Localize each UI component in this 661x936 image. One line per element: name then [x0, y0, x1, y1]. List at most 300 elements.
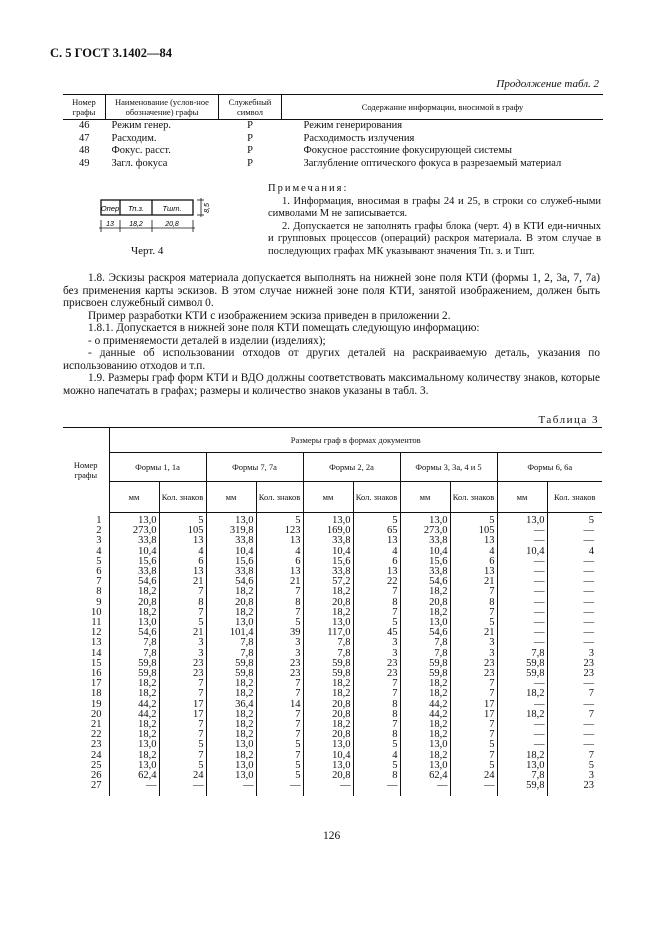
t3-cell-count: —	[547, 740, 602, 750]
t3-cell-mm: —	[400, 781, 450, 791]
t3-cell-mm: —	[497, 567, 547, 577]
t3-cell-mm: 33,8	[303, 536, 353, 546]
page-header: С. 5 ГОСТ 3.1402—84	[50, 46, 173, 60]
t3-tail-cell	[497, 791, 547, 796]
t3-cell-count: 7	[450, 587, 497, 597]
t3-cell-count: 23	[547, 659, 602, 669]
t3-cell-count: 45	[353, 628, 400, 638]
t3-cell-count: 21	[450, 628, 497, 638]
t3-cell-count: 6	[450, 557, 497, 567]
t3-cell-number: 22	[91, 729, 102, 741]
t3-cell-count: 23	[450, 669, 497, 679]
notes-title: Примечания:	[268, 183, 349, 194]
t2-cell-content: Заглубление оптического фокуса в разрезаемый материал	[303, 157, 562, 169]
t3-cell-mm: 7,8	[303, 638, 353, 648]
t3-tail-cell	[353, 791, 400, 796]
t3-cell-count: 21	[450, 577, 497, 587]
t3-cell-count: 7	[450, 730, 497, 740]
t3-cell-mm: 7,8	[109, 638, 159, 648]
paragraph-1-8-1: 1.8.1. Допускается в нижней зоне поля КТИ помещать следующую информацию:	[88, 322, 480, 334]
t3-cell-mm: 13,0	[109, 513, 159, 527]
t3-cell-mm: 13,0	[497, 513, 547, 527]
t3-cell-count: 7	[159, 679, 206, 689]
t3-cell-count: 5	[353, 740, 400, 750]
t3-cell-count: 5	[256, 761, 303, 771]
t2-cell-symbol: Р	[247, 157, 253, 169]
t3-cell-mm: 36,4	[206, 700, 256, 710]
t3-cell-number: 26	[91, 770, 102, 782]
t3-header-number: Номер графы	[63, 428, 109, 513]
t3-cell-mm: 20,8	[206, 598, 256, 608]
t3-cell-mm: —	[497, 628, 547, 638]
t3-cell-count: 23	[256, 669, 303, 679]
t2-cell-symbol: Р	[247, 132, 253, 144]
t3-cell-mm: 59,8	[400, 669, 450, 679]
t3-cell-mm: —	[497, 587, 547, 597]
note-2: 2. Допускается не заполнять графы блока (черт. 4) в КТИ еди-ничных и групповых процессов (операций) раскроя материала. В этом случае в последующих графах МК указывают значения Тп. з. и Тшт.	[268, 220, 601, 257]
t3-cell-mm: —	[497, 679, 547, 689]
t3-cell-mm: 59,8	[206, 669, 256, 679]
t3-cell-mm: 54,6	[400, 577, 450, 587]
t3-cell-count: 7	[159, 587, 206, 597]
t3-cell-mm: 20,8	[303, 771, 353, 781]
t3-sub-mm: мм	[400, 482, 450, 513]
fig-dim-18-2: 18,2	[129, 221, 143, 228]
t3-cell-count: 17	[159, 700, 206, 710]
t3-cell-mm: 18,2	[497, 689, 547, 699]
t2-cell-content: Режим генерирования	[303, 120, 403, 131]
t3-cell-mm: 57,2	[303, 577, 353, 587]
t3-cell-count: 5	[353, 513, 400, 527]
figure-4	[95, 194, 215, 243]
t3-cell-count: 23	[159, 669, 206, 679]
t3-row	[63, 771, 602, 781]
t3-cell-mm: 13,0	[400, 740, 450, 750]
t3-cell-count: 5	[353, 618, 400, 628]
t2-cell-name: Фокус. расст.	[111, 145, 171, 156]
t3-tail-cell	[400, 791, 450, 796]
t3-cell-number: 19	[91, 698, 102, 710]
t3-cell-count: 5	[256, 618, 303, 628]
t3-cell-mm: 7,8	[497, 649, 547, 659]
t3-cell-mm: 20,8	[400, 598, 450, 608]
t3-cell-mm: 59,8	[497, 781, 547, 791]
t3-cell-mm: 18,2	[400, 751, 450, 761]
table3-caption: Таблица 3	[538, 414, 599, 426]
t3-cell-mm: 18,2	[109, 679, 159, 689]
fig-dim-8-5: 8,5	[204, 203, 211, 213]
t3-cell-mm: 15,6	[400, 557, 450, 567]
table-2	[63, 94, 603, 170]
t3-cell-mm: 18,2	[400, 608, 450, 618]
t3-cell-mm: 13,0	[206, 771, 256, 781]
t3-cell-count: 5	[547, 513, 602, 527]
t3-sub-mm: мм	[206, 482, 256, 513]
paragraph-item-2: - данные об использовании отходов от других деталей на раскраиваемую деталь, указания по использованию отходов и т.п.	[63, 347, 600, 372]
t2-row	[63, 133, 603, 146]
t3-cell-count: —	[547, 628, 602, 638]
t2-cell-number: 46	[79, 120, 90, 131]
t3-cell-count: 7	[450, 679, 497, 689]
t3-cell-mm: 10,4	[109, 547, 159, 557]
fig-label-oper: Опер	[100, 204, 120, 213]
t3-header-group: Размеры граф в формах документов	[109, 428, 602, 453]
t3-cell-count: 4	[353, 751, 400, 761]
t3-cell-count: 13	[159, 536, 206, 546]
t3-cell-count: 105	[450, 526, 497, 536]
t3-cell-count: 7	[159, 689, 206, 699]
t3-sub-mm: мм	[303, 482, 353, 513]
t3-cell-number: 12	[91, 627, 102, 639]
t3-sub-mm: мм	[109, 482, 159, 513]
t3-cell-mm: 18,2	[206, 720, 256, 730]
t3-cell-count: 3	[353, 649, 400, 659]
t3-cell-count: 7	[353, 608, 400, 618]
t3-cell-count: 13	[159, 567, 206, 577]
t3-cell-count: 105	[159, 526, 206, 536]
t3-form-header: Формы 6, 6а	[497, 453, 602, 482]
t3-cell-count: —	[547, 730, 602, 740]
t2-header-content: Содержание информации, вносимой в графу	[282, 95, 604, 120]
block-drawing	[95, 194, 215, 238]
t3-cell-mm: 18,2	[303, 587, 353, 597]
t3-cell-count: —	[547, 608, 602, 618]
t3-cell-mm: 18,2	[206, 608, 256, 618]
t2-body	[63, 120, 603, 171]
t3-cell-mm: 44,2	[400, 700, 450, 710]
t3-cell-count: 7	[159, 720, 206, 730]
t3-cell-mm: 15,6	[206, 557, 256, 567]
t3-cell-mm: 18,2	[206, 587, 256, 597]
t2-row	[63, 120, 603, 133]
t2-header-symbol: Служебный символ	[219, 95, 282, 120]
t3-cell-number: 1	[96, 514, 102, 526]
t3-cell-count: 13	[353, 567, 400, 577]
t3-body	[63, 513, 602, 797]
t3-cell-count: 7	[256, 710, 303, 720]
t3-cell-mm: 7,8	[206, 649, 256, 659]
t3-cell-mm: 33,8	[206, 536, 256, 546]
t3-cell-count: 7	[353, 679, 400, 689]
t3-cell-count: 8	[450, 598, 497, 608]
t3-sub-count: Кол. знаков	[450, 482, 497, 513]
t3-cell-mm: 59,8	[497, 659, 547, 669]
t3-cell-count: —	[547, 567, 602, 577]
t3-cell-count: 17	[450, 710, 497, 720]
t3-cell-mm: 13,0	[303, 761, 353, 771]
t3-cell-count: 3	[547, 771, 602, 781]
t3-cell-count: 21	[159, 577, 206, 587]
t3-cell-count: 5	[256, 771, 303, 781]
t3-cell-mm: 33,8	[109, 567, 159, 577]
t3-cell-count: 5	[450, 761, 497, 771]
t3-cell-count: 5	[256, 740, 303, 750]
t3-cell-count: 4	[256, 547, 303, 557]
t3-cell-mm: —	[206, 781, 256, 791]
t3-cell-count: 8	[353, 730, 400, 740]
t3-cell-mm: 20,8	[303, 730, 353, 740]
t3-cell-count: 13	[450, 567, 497, 577]
t3-cell-count: 3	[256, 649, 303, 659]
t2-cell-number: 47	[79, 132, 90, 144]
t3-cell-count: 7	[353, 587, 400, 597]
t3-sub-count: Кол. знаков	[256, 482, 303, 513]
t3-cell-mm: 20,8	[303, 710, 353, 720]
t3-tail-cell	[159, 791, 206, 796]
t3-cell-mm: 59,8	[303, 659, 353, 669]
t3-cell-mm: 44,2	[109, 700, 159, 710]
t3-cell-count: 6	[159, 557, 206, 567]
t3-cell-mm: 33,8	[400, 536, 450, 546]
t3-cell-count: 123	[256, 526, 303, 536]
t3-cell-mm: 13,0	[109, 761, 159, 771]
t3-cell-count: 8	[256, 598, 303, 608]
paragraph-1-9: 1.9. Размеры граф форм КТИ и ВДО должны соответствовать максимальному количеству знаков, которые можно напечатать в графах; размеры и количество знаков указаны в табл. 3.	[63, 372, 600, 397]
t3-cell-mm: —	[497, 536, 547, 546]
t3-cell-count: 4	[547, 547, 602, 557]
figure-caption: Черт. 4	[131, 245, 164, 257]
t3-cell-mm: 7,8	[303, 649, 353, 659]
t3-cell-mm: 7,8	[400, 638, 450, 648]
t3-cell-count: —	[547, 577, 602, 587]
t3-cell-count: —	[547, 526, 602, 536]
t3-cell-mm: 18,2	[109, 689, 159, 699]
t3-cell-mm: 54,6	[400, 628, 450, 638]
t3-cell-count: 7	[547, 710, 602, 720]
fig-dim-20-8: 20,8	[165, 221, 179, 228]
t3-cell-number: 20	[91, 708, 102, 720]
t3-cell-count: 23	[547, 669, 602, 679]
t3-tail-cell	[63, 791, 109, 796]
t3-cell-count: 21	[159, 628, 206, 638]
fig-dim-13: 13	[106, 221, 114, 228]
t3-cell-mm: —	[109, 781, 159, 791]
t3-cell-mm: 18,2	[303, 608, 353, 618]
t3-cell-count: 7	[450, 689, 497, 699]
t3-cell-count: 5	[159, 761, 206, 771]
t3-cell-count: —	[450, 781, 497, 791]
t3-sub-count: Кол. знаков	[547, 482, 602, 513]
t3-cell-number: 6	[96, 566, 102, 578]
t3-cell-mm: 44,2	[400, 710, 450, 720]
t3-cell-number: 2	[96, 525, 102, 537]
t3-cell-count: 3	[547, 649, 602, 659]
t2-cell-number: 48	[79, 145, 90, 156]
t3-cell-mm: —	[497, 638, 547, 648]
t3-cell-count: 7	[256, 730, 303, 740]
t2-cell-name: Загл. фокуса	[111, 157, 168, 169]
t3-cell-count: 3	[159, 649, 206, 659]
t3-cell-mm: 18,2	[497, 751, 547, 761]
t3-cell-count: —	[547, 679, 602, 689]
t3-cell-mm: 18,2	[400, 587, 450, 597]
t3-cell-mm: —	[497, 608, 547, 618]
t3-cell-mm: 33,8	[109, 536, 159, 546]
t3-cell-mm: 18,2	[109, 730, 159, 740]
t3-cell-mm: —	[497, 526, 547, 536]
t3-cell-mm: 101,4	[206, 628, 256, 638]
t3-cell-mm: —	[497, 598, 547, 608]
t3-cell-mm: 15,6	[109, 557, 159, 567]
t3-cell-count: 5	[450, 740, 497, 750]
t3-cell-number: 16	[91, 668, 102, 680]
t3-form-header: Формы 2, 2а	[303, 453, 400, 482]
t3-cell-count: 7	[159, 730, 206, 740]
t3-cell-mm: 13,0	[206, 761, 256, 771]
t3-tail-cell	[303, 791, 353, 796]
t3-cell-mm: 169,0	[303, 526, 353, 536]
t2-cell-symbol: Р	[247, 145, 253, 156]
t3-cell-mm: 7,8	[497, 771, 547, 781]
t3-cell-mm: 18,2	[206, 730, 256, 740]
t3-form-header: Формы 1, 1а	[109, 453, 206, 482]
t3-cell-mm: —	[497, 577, 547, 587]
t3-cell-mm: —	[497, 557, 547, 567]
t3-cell-mm: 273,0	[400, 526, 450, 536]
t3-cell-count: 5	[256, 513, 303, 527]
t2-header-name: Наименование (услов-ное обозначение) графы	[106, 95, 219, 120]
paragraph-example: Пример разработки КТИ с изображением эскиза приведен в приложении 2.	[88, 309, 451, 322]
t3-cell-count: 5	[450, 513, 497, 527]
t3-cell-number: 7	[96, 576, 102, 588]
t3-cell-count: —	[256, 781, 303, 791]
t3-cell-number: 10	[91, 606, 102, 618]
fig-label-tpz: Тп.з.	[127, 204, 145, 213]
t3-cell-mm: 18,2	[109, 587, 159, 597]
t3-cell-count: 7	[256, 608, 303, 618]
t3-cell-count: 24	[450, 771, 497, 781]
t3-cell-number: 4	[96, 545, 102, 557]
t3-cell-count: 3	[353, 638, 400, 648]
t3-cell-mm: 10,4	[206, 547, 256, 557]
t3-cell-mm: 59,8	[206, 659, 256, 669]
t3-cell-count: 23	[256, 659, 303, 669]
t3-cell-mm: 13,0	[400, 618, 450, 628]
t3-cell-number: 25	[91, 759, 102, 771]
t3-cell-mm: 33,8	[206, 567, 256, 577]
t3-sub-count: Кол. знаков	[159, 482, 206, 513]
t3-cell-mm: 18,2	[206, 710, 256, 720]
t2-row	[63, 145, 603, 158]
t3-form-header: Формы 3, 3а, 4 и 5	[400, 453, 497, 482]
t3-cell-count: 23	[450, 659, 497, 669]
t3-cell-mm: 18,2	[400, 730, 450, 740]
t3-cell-count: —	[547, 557, 602, 567]
t3-cell-mm: 18,2	[400, 689, 450, 699]
t3-cell-count: 7	[450, 720, 497, 730]
t3-cell-count: 4	[353, 547, 400, 557]
t3-cell-number: 14	[91, 647, 102, 659]
t3-cell-count: 23	[547, 781, 602, 791]
t3-cell-count: —	[159, 781, 206, 791]
t3-cell-count: —	[547, 598, 602, 608]
t2-cell-name: Режим генер.	[111, 120, 171, 131]
t3-cell-count: —	[547, 700, 602, 710]
t3-cell-mm: 13,0	[497, 761, 547, 771]
t3-tail-cell	[256, 791, 303, 796]
t3-cell-mm: 33,8	[400, 567, 450, 577]
t3-cell-mm: —	[497, 720, 547, 730]
t3-cell-count: 6	[256, 557, 303, 567]
page-number: 126	[323, 830, 341, 842]
t3-cell-mm: 18,2	[400, 679, 450, 689]
t3-cell-count: 7	[256, 587, 303, 597]
t3-cell-count: 7	[353, 720, 400, 730]
t3-cell-count: —	[547, 587, 602, 597]
t3-cell-count: 3	[450, 638, 497, 648]
t3-cell-count: 7	[256, 679, 303, 689]
t3-cell-count: 65	[353, 526, 400, 536]
t3-cell-count: 5	[450, 618, 497, 628]
t3-cell-number: 11	[91, 617, 102, 629]
t3-cell-count: 7	[256, 720, 303, 730]
t3-cell-mm: 62,4	[109, 771, 159, 781]
t3-cell-count: 13	[450, 536, 497, 546]
t3-row	[63, 781, 602, 791]
t3-tail-cell	[547, 791, 602, 796]
t3-cell-number: 27	[91, 780, 102, 792]
t3-cell-count: 3	[256, 638, 303, 648]
t3-cell-count: 8	[159, 598, 206, 608]
t3-cell-mm: 18,2	[206, 751, 256, 761]
t3-cell-count: 13	[256, 567, 303, 577]
t3-cell-count: 23	[353, 669, 400, 679]
t3-cell-mm: 20,8	[303, 700, 353, 710]
t3-cell-mm: 18,2	[400, 720, 450, 730]
t3-cell-number: 21	[91, 719, 102, 731]
paragraph-item-1: - о применяемости деталей в изделии (изделиях);	[88, 334, 326, 347]
t3-cell-count: 14	[256, 700, 303, 710]
t3-cell-mm: 10,4	[303, 751, 353, 761]
t3-form-header: Формы 7, 7а	[206, 453, 303, 482]
t3-cell-mm: 10,4	[303, 547, 353, 557]
t3-cell-mm: 10,4	[497, 547, 547, 557]
t2-cell-name: Расходим.	[111, 132, 157, 144]
t3-cell-count: —	[547, 720, 602, 730]
t3-cell-mm: 13,0	[303, 513, 353, 527]
t2-cell-number: 49	[79, 157, 90, 169]
paragraph-1-8: 1.8. Эскизы раскроя материала допускается выполнять на нижней зоне поля КТИ (формы 1, 2, 3а, 7, 7а) без применения карты эскизов. В этом случае нижней зоне поля КТИ, занятой изображением, должен быть присвоен служебный символ 0.	[63, 272, 600, 309]
t3-cell-mm: 18,2	[303, 679, 353, 689]
t3-cell-count: 7	[256, 689, 303, 699]
t3-sub-count: Кол. знаков	[353, 482, 400, 513]
t3-cell-number: 8	[96, 586, 102, 598]
t3-cell-count: 21	[256, 577, 303, 587]
t3-cell-mm: 59,8	[497, 669, 547, 679]
t3-cell-mm: 13,0	[400, 513, 450, 527]
t3-cell-count: 7	[159, 751, 206, 761]
t3-cell-count: 7	[450, 751, 497, 761]
t3-cell-count: 4	[159, 547, 206, 557]
t3-cell-count: 5	[159, 740, 206, 750]
t3-cell-count: 7	[450, 608, 497, 618]
t3-tail-cell	[206, 791, 256, 796]
t3-cell-mm: —	[497, 618, 547, 628]
t3-cell-mm: 13,0	[303, 618, 353, 628]
t3-cell-mm: 10,4	[400, 547, 450, 557]
table-3	[63, 427, 602, 796]
t3-cell-count: 13	[256, 536, 303, 546]
t3-cell-number: 23	[91, 739, 102, 751]
t3-cell-mm: 18,2	[497, 710, 547, 720]
t3-sub-mm: мм	[497, 482, 547, 513]
t3-tail-row	[63, 791, 602, 796]
t3-cell-count: 5	[353, 761, 400, 771]
t3-cell-count: —	[547, 618, 602, 628]
notes-block	[268, 183, 601, 258]
t3-cell-count: 8	[353, 598, 400, 608]
t2-header-number: Номер графы	[63, 95, 106, 120]
